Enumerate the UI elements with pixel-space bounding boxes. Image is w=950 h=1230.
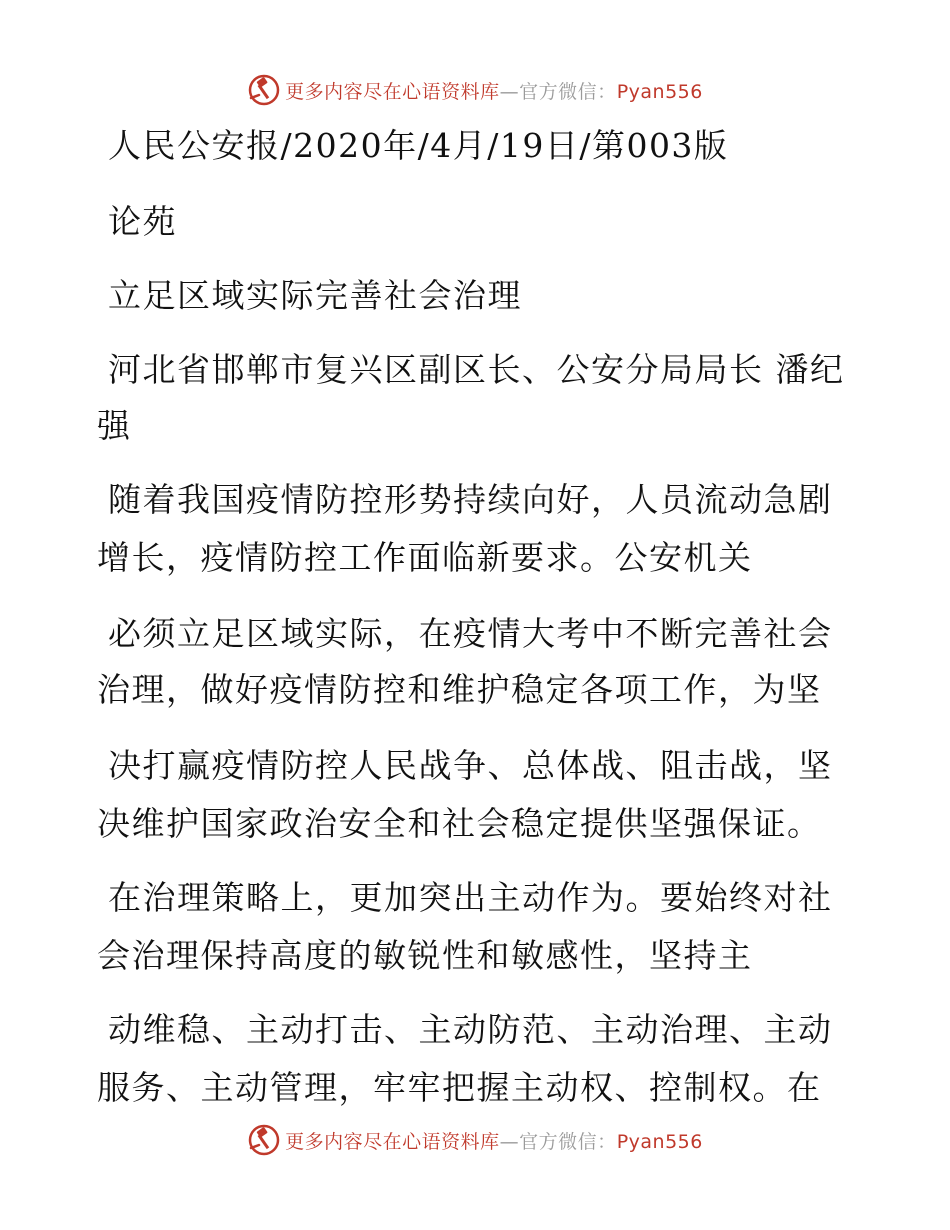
column-name: 论苑 (108, 202, 177, 241)
article-title: 立足区域实际完善社会治理 (108, 276, 522, 315)
paragraph-line: 会治理保持高度的敏锐性和敏感性，坚持主 (97, 936, 753, 975)
author-line: 河北省邯郸市复兴区副区长、公安分局局长 潘纪 (108, 350, 845, 389)
header-watermark (0, 70, 950, 110)
paragraph-line: 在治理策略上，更加突出主动作为。要始终对社 (108, 878, 833, 917)
paragraph-line: 随着我国疫情防控形势持续向好，人员流动急剧 (108, 480, 833, 519)
hammer-seal-logo-icon (247, 73, 281, 107)
footer-watermark (0, 1120, 950, 1160)
hammer-seal-logo-icon (247, 1123, 281, 1157)
paragraph-line: 决维护国家政治安全和社会稳定提供坚强保证。 (97, 804, 822, 843)
paragraph-line: 增长，疫情防控工作面临新要求。公安机关 (97, 538, 753, 577)
paragraph-line: 治理，做好疫情防控和维护稳定各项工作，为坚 (97, 670, 822, 709)
paragraph-line: 决打赢疫情防控人民战争、总体战、阻击战，坚 (108, 746, 833, 785)
author-line-cont: 强 (97, 406, 132, 445)
paragraph-line: 动维稳、主动打击、主动防范、主动治理、主动 (108, 1010, 833, 1049)
watermark-text: 更多内容尽在心语资料库—官方微信：Pyan556 (285, 80, 703, 103)
source-line: 人民公安报/2020年/4月/19日/第003版 (108, 126, 729, 165)
paragraph-line: 必须立足区域实际，在疫情大考中不断完善社会 (108, 614, 833, 653)
paragraph-line: 服务、主动管理，牢牢把握主动权、控制权。在 (97, 1068, 822, 1107)
watermark-text: 更多内容尽在心语资料库—官方微信：Pyan556 (285, 1130, 703, 1153)
